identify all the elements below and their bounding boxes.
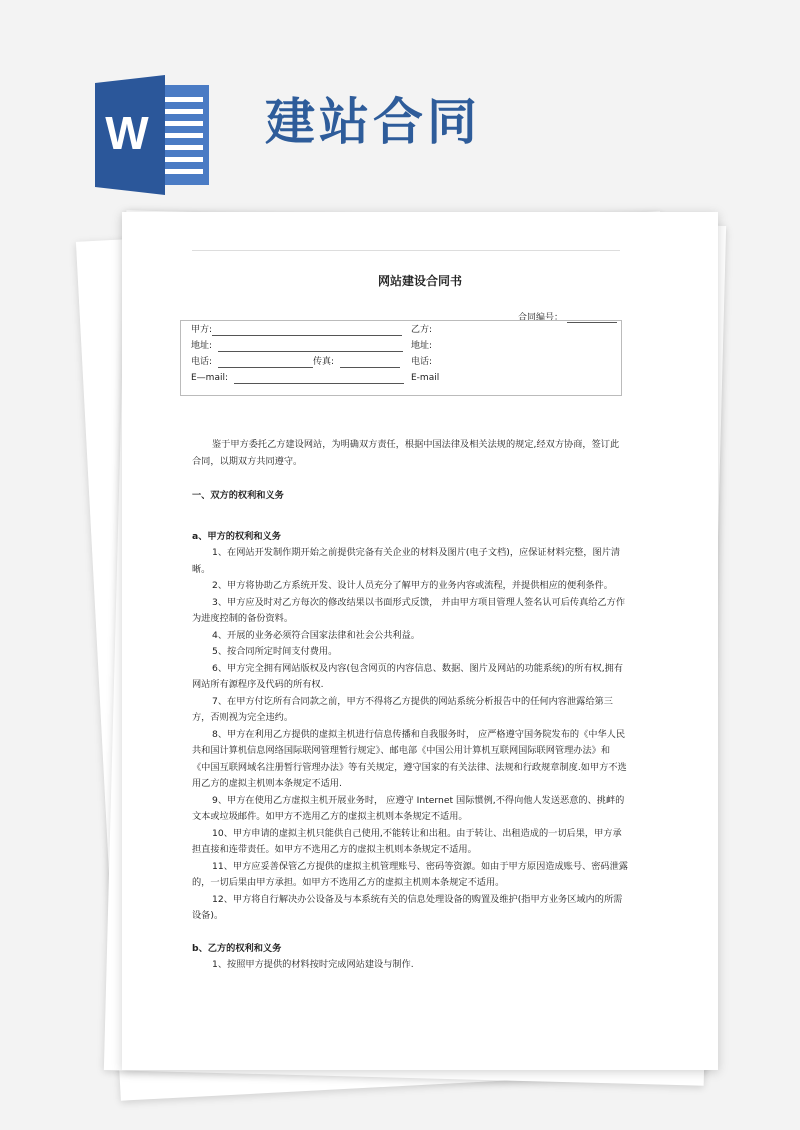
- page-title: 建站合同: [265, 92, 481, 151]
- party-a-phone-label: 电话:: [191, 357, 213, 367]
- clause-a-8: 8、甲方在利用乙方提供的虚拟主机进行信息传播和自我服务时， 应严格遵守国务院发布的《中华人民共和国计算机信息网络国际联网管理暂行规定》、邮电部《中国公用计算机互联网国际联网管理办法》和《中国互联网域名注册暂行管理办法》等有关规定，遵守国家的有关法律、法规和行政规章制度.如甲方不选用乙方的虚拟主机则本条规定不适用.: [192, 728, 627, 789]
- party-a-phone-blank: [218, 358, 313, 368]
- document-title: 网站建设合同书: [377, 274, 462, 288]
- clause-a-2: 2、甲方将协助乙方系统开发、设计人员充分了解甲方的业务内容或流程，并提供相应的便利条件。: [212, 580, 613, 591]
- clause-a-10: 10、甲方申请的虚拟主机只能供自己使用,不能转让和出租。由于转让、出租造成的一切后果，甲方承担直接和连带责任。如甲方不选用乙方的虚拟主机则本条规定不适用。: [192, 827, 622, 855]
- document-page: [122, 212, 718, 1070]
- party-a-address-label: 地址:: [191, 341, 213, 351]
- party-a-address-blank: [218, 342, 403, 352]
- clause-a-7: 7、在甲方付讫所有合同款之前，甲方不得将乙方提供的网站系统分析报告中的任何内容泄露给第三方，否则视为完全违约。: [192, 695, 613, 723]
- party-b-address-field: [411, 340, 432, 352]
- party-a-name-blank: [212, 326, 402, 336]
- clause-b-1: 1、按照甲方提供的材料按时完成网站建设与制作.: [212, 959, 414, 970]
- party-a-phone-field: [191, 356, 400, 368]
- party-a-name-field: [191, 324, 402, 336]
- party-b-name-field: [411, 324, 432, 336]
- party-a-name-label: 甲方:: [191, 325, 213, 335]
- clause-a-11: 11、甲方应妥善保管乙方提供的虚拟主机管理账号、密码等资源。如由于甲方原因造成账号、密码泄露的，一切后果由甲方承担。如甲方不选用乙方的虚拟主机则本条规定不适用。: [192, 860, 628, 888]
- party-b-phone-label: 电话:: [411, 357, 433, 367]
- clause-a-6: 6、甲方完全拥有网站版权及内容(包含网页的内容信息、数据、图片及网站的功能系统)的所有权,拥有网站所有源程序及代码的所有权.: [192, 662, 623, 690]
- party-a-email-label: E—mail:: [191, 373, 229, 383]
- party-b-email-label: E-mail: [411, 373, 440, 383]
- section-heading: 一、双方的权利和义务: [192, 490, 284, 501]
- subsection-heading-b: b、乙方的权利和义务: [192, 942, 282, 954]
- word-icon: [95, 75, 215, 195]
- header-rule: [192, 250, 620, 251]
- clause-a-12: 12、甲方将自行解决办公设备及与本系统有关的信息处理设备的购置及维护(指甲方业务区域内的所需设备)。: [192, 893, 623, 921]
- contract-body: [192, 437, 628, 974]
- party-b-address-label: 地址:: [411, 341, 433, 351]
- party-b-phone-field: [411, 356, 432, 368]
- party-info-box: [180, 320, 622, 396]
- clause-a-4: 4、开展的业务必须符合国家法律和社会公共利益。: [212, 629, 420, 641]
- contract-number-label: 合同编号：: [518, 313, 564, 323]
- clause-a-5: 5、按合同所定时间支付费用。: [212, 646, 338, 657]
- clause-a-1: 1、在网站开发制作期开始之前提供完备有关企业的材料及图片(电子文档)，应保证材料完整，图片清晰。: [192, 547, 621, 575]
- party-a-fax-label: 传真:: [313, 357, 335, 367]
- party-a-fax-blank: [340, 358, 400, 368]
- party-b-name-label: 乙方:: [411, 325, 433, 335]
- party-a-address-field: [191, 340, 403, 352]
- party-b-email-field: [411, 372, 439, 384]
- word-letter: W: [105, 107, 149, 159]
- party-a-email-blank: [234, 374, 404, 384]
- party-a-email-field: [191, 372, 404, 384]
- subsection-heading-a: a、甲方的权利和义务: [192, 530, 281, 542]
- clause-a-9: 9、甲方在使用乙方虚拟主机开展业务时， 应遵守 Internet 国际惯例,不得向他人发送恶意的、挑衅的文本或垃圾邮件。如甲方不选用乙方的虚拟主机则本条规定不适用。: [192, 794, 625, 822]
- intro-paragraph: 鉴于甲方委托乙方建设网站，为明确双方责任，根据中国法律及相关法规的规定,经双方协商，签订此合同，以期双方共同遵守。: [192, 439, 620, 467]
- clause-a-3: 3、甲方应及时对乙方每次的修改结果以书面形式反馈， 并由甲方项目管理人签名认可后传真给乙方作为进度控制的备份资料。: [192, 596, 626, 624]
- banner-header: [0, 0, 800, 200]
